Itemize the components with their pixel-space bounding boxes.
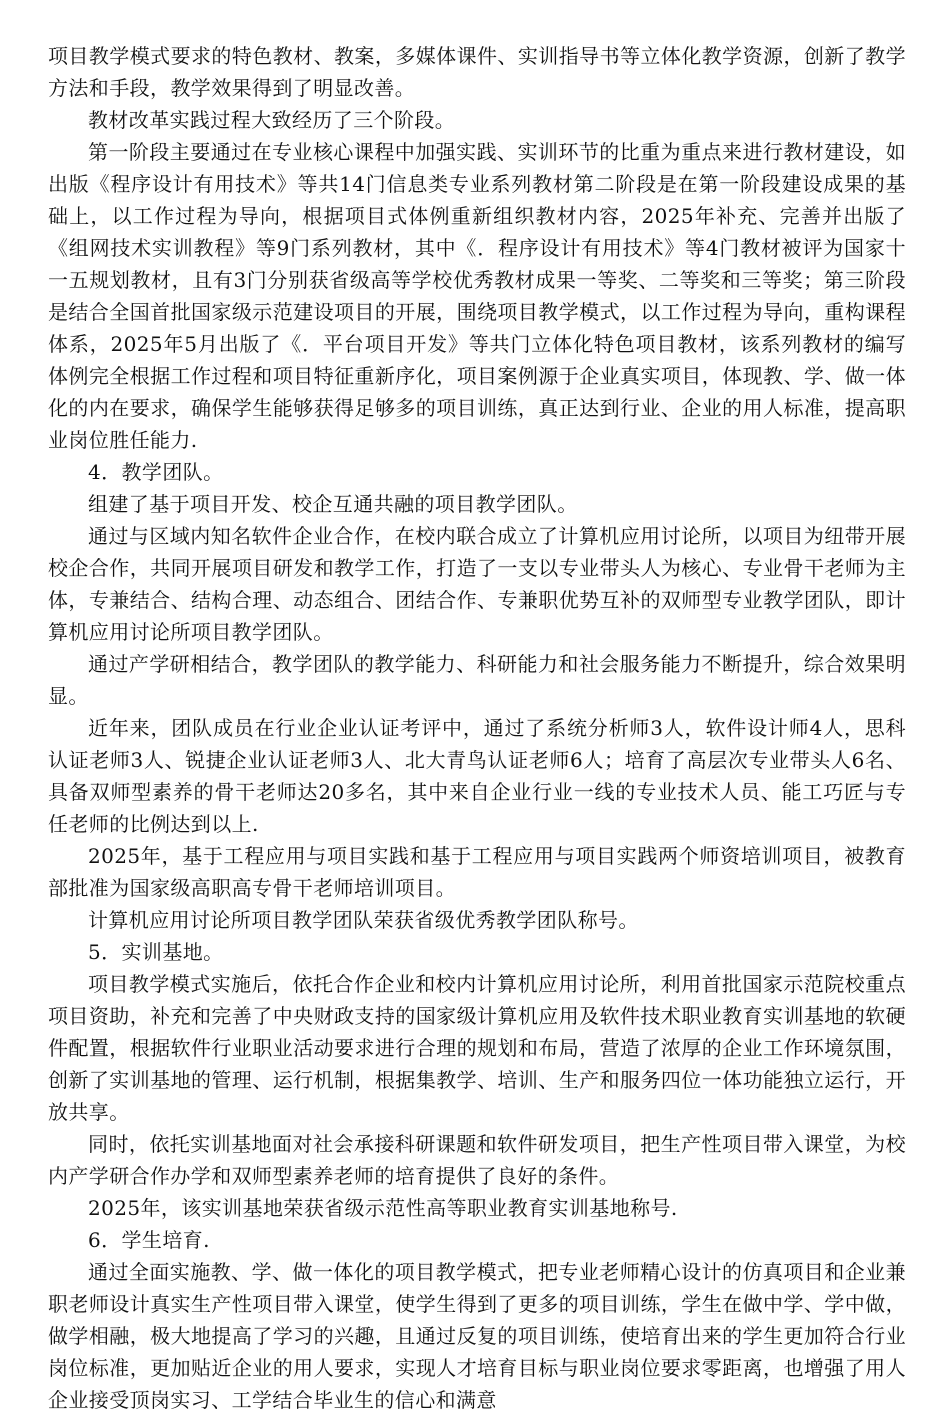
paragraph-training-base-construction: 项目教学模式实施后，依托合作企业和校内计算机应用讨论所，利用首批国家示范院校重点项目资助，补充和完善了中央财政支持的国家级计算机应用及软件技术职业教育实训基地的软硬件配置，根据软件行业职业活动要求进行合理的规划和布局，营造了浓厚的企业工作环境氛围，创新了实训基地的管理、运行机制，根据集教学、培训、生产和服务四位一体功能独立运行，开放共享。 bbox=[48, 972, 906, 1124]
section-heading-training-base: 5．实训基地。 bbox=[88, 940, 224, 964]
paragraph-student-cultivation: 通过全面实施教、学、做一体化的项目教学模式，把专业老师精心设计的仿真项目和企业兼职老师设计真实生产性项目带入课堂，使学生得到了更多的项目训练，学生在做中学、学中做，做学相融，极大地提高了学习的兴趣，且通过反复的项目训练，使培育出来的学生更加符合行业岗位标准，更加贴近企业的用人要求，实现人才培育目标与职业岗位要求零距离，也增强了用人企业接受顶岗实习、工学结合毕业生的信心和满意 bbox=[48, 1260, 906, 1412]
paragraph-training-base-award: 2025年，该实训基地荣获省级示范性高等职业教育实训基地称号. bbox=[88, 1196, 678, 1220]
paragraph-team-certification: 近年来，团队成员在行业企业认证考评中，通过了系统分析师3人，软件设计师4人，思科认证老师3人、锐捷企业认证老师3人、北大青鸟认证老师6人；培育了高层次专业带头人6名、具备双师型素养的骨干老师达20多名，其中来自企业行业一线的专业技术人员、能工巧匠与专任老师的比例达到以上. bbox=[48, 716, 906, 836]
paragraph-team-cooperation: 通过与区域内知名软件企业合作，在校内联合成立了计算机应用讨论所，以项目为纽带开展校企合作，共同开展项目研发和教学工作，打造了一支以专业带头人为核心、专业骨干老师为主体，专兼结合、结构合理、动态组合、团结合作、专兼职优势互补的双师型专业教学团队，即计算机应用讨论所项目教学团队。 bbox=[48, 524, 906, 644]
section-heading-teaching-team: 4．教学团队。 bbox=[88, 460, 224, 484]
paragraph-textbook-reform-intro: 教材改革实践过程大致经历了三个阶段。 bbox=[88, 108, 456, 132]
section-heading-student-cultivation: 6．学生培育. bbox=[88, 1228, 210, 1252]
paragraph-continuation: 项目教学模式要求的特色教材、教案，多媒体课件、实训指导书等立体化教学资源，创新了教学方法和手段，教学效果得到了明显改善。 bbox=[48, 44, 906, 100]
paragraph-training-base-research: 同时，依托实训基地面对社会承接科研课题和软件研发项目，把生产性项目带入课堂，为校内产学研合作办学和双师型素养老师的培育提供了良好的条件。 bbox=[48, 1132, 906, 1188]
paragraph-team-award: 计算机应用讨论所项目教学团队荣获省级优秀教学团队称号。 bbox=[88, 908, 639, 932]
document-page bbox=[48, 40, 906, 1416]
paragraph-team-effect: 通过产学研相结合，教学团队的教学能力、科研能力和社会服务能力不断提升，综合效果明显。 bbox=[48, 652, 906, 708]
paragraph-team-training-project: 2025年，基于工程应用与项目实践和基于工程应用与项目实践两个师资培训项目，被教育部批准为国家级高职高专骨干老师培训项目。 bbox=[48, 844, 906, 900]
paragraph-textbook-stages: 第一阶段主要通过在专业核心课程中加强实践、实训环节的比重为重点来进行教材建设，如出版《程序设计有用技术》等共14门信息类专业系列教材第二阶段是在第一阶段建设成果的基础上，以工作过程为导向，根据项目式体例重新组织教材内容，2025年补充、完善并出版了《组网技术实训教程》等9门系列教材，其中《．程序设计有用技术》等4门教材被评为国家十一五规划教材，且有3门分别获省级高等学校优秀教材成果一等奖、二等奖和三等奖；第三阶段是结合全国首批国家级示范建设项目的开展，围绕项目教学模式，以工作过程为导向，重构课程体系，2025年5月出版了《．平台项目开发》等共门立体化特色项目教材，该系列教材的编写体例完全根据工作过程和项目特征重新序化，项目案例源于企业真实项目，体现教、学、做一体化的内在要求，确保学生能够获得足够多的项目训练，真正达到行业、企业的用人标准，提高职业岗位胜任能力. bbox=[48, 140, 906, 452]
paragraph-team-formation: 组建了基于项目开发、校企互通共融的项目教学团队。 bbox=[88, 492, 578, 516]
